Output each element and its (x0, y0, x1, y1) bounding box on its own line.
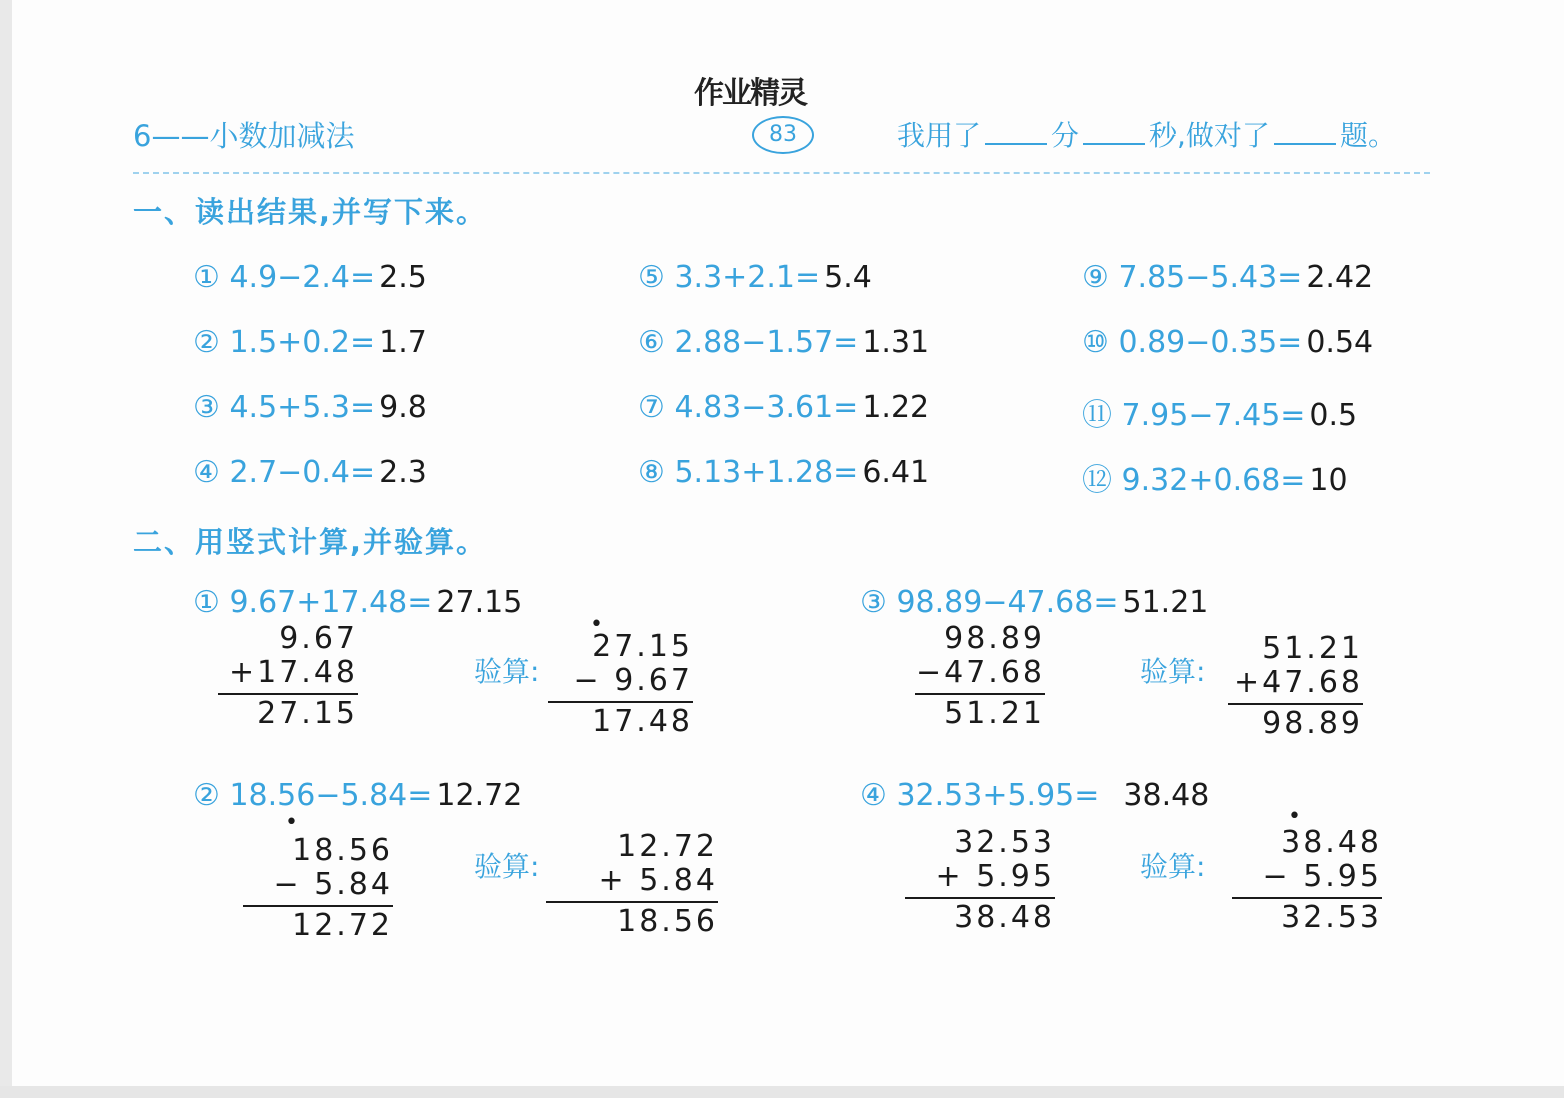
handwritten-answer: 38.48 (1123, 778, 1210, 813)
vertical-calculation (243, 834, 393, 943)
question-number: ② (193, 778, 220, 813)
check-rule (1232, 897, 1382, 899)
written-question (193, 778, 522, 813)
question-number: ③ (193, 390, 220, 425)
check-top: 38.48 (1281, 825, 1382, 860)
timer-label-1: 我用了 (897, 119, 982, 152)
check-label: 验算: (474, 850, 540, 883)
calc-top: 32.53 (954, 825, 1055, 860)
question-expression: 18.56−5.84= (229, 778, 433, 813)
seconds-blank (1083, 119, 1145, 145)
page-edge (0, 0, 12, 1098)
handwritten-answer: 5.4 (824, 260, 872, 295)
check-bottom: − 5.95 (1262, 859, 1382, 894)
question-number: ③ (860, 585, 887, 620)
handwritten-answer: 10 (1309, 463, 1348, 498)
check-result: 18.56 (617, 904, 718, 939)
check-calculation (1232, 826, 1382, 935)
timer-label-4: 题。 (1339, 119, 1396, 152)
question-expression: 98.89−47.68= (896, 585, 1119, 620)
oral-question (638, 325, 929, 360)
handwritten-answer: 12.72 (436, 778, 523, 813)
question-number: ⑦ (638, 390, 665, 425)
page-number: 83 (752, 116, 814, 154)
calc-top: 18.56 (292, 833, 393, 868)
question-expression: 4.5+5.3= (229, 390, 376, 425)
check-result: 98.89 (1262, 706, 1363, 741)
oral-question (193, 325, 427, 360)
question-expression: 5.13+1.28= (674, 455, 859, 490)
calc-bottom: − 5.84 (273, 867, 393, 902)
vertical-calculation (915, 622, 1045, 731)
check-rule (1228, 703, 1363, 705)
vertical-calculation (218, 622, 358, 731)
correct-count-blank (1274, 119, 1336, 145)
handwritten-answer: 27.15 (436, 585, 523, 620)
handwritten-answer: 6.41 (862, 455, 930, 490)
timer-label-3: 秒,做对了 (1149, 119, 1270, 152)
calc-bottom: + 5.95 (935, 859, 1055, 894)
handwritten-answer: 2.3 (379, 455, 427, 490)
calc-result: 51.21 (944, 696, 1045, 731)
check-calculation (546, 830, 718, 939)
check-result: 17.48 (592, 704, 693, 739)
question-number: ⑥ (638, 325, 665, 360)
handwritten-answer: 0.5 (1309, 398, 1358, 433)
oral-question (638, 455, 929, 490)
page-edge-bottom (0, 1086, 1564, 1098)
question-expression: 7.95−7.45= (1121, 398, 1306, 433)
oral-question (1082, 325, 1373, 360)
handwritten-answer: 2.5 (379, 260, 427, 295)
timer-label-2: 分 (1051, 119, 1080, 152)
question-number: ① (193, 585, 220, 620)
check-bottom: − 9.67 (573, 663, 693, 698)
question-number: ② (193, 325, 220, 360)
check-bottom: + 5.84 (598, 863, 718, 898)
oral-question (193, 260, 427, 295)
oral-question (193, 455, 427, 490)
question-expression: 32.53+5.95= (896, 778, 1100, 813)
calc-top: 98.89 (944, 621, 1045, 656)
check-rule (546, 901, 718, 903)
handwritten-answer: 9.8 (379, 390, 427, 425)
calc-result: 38.48 (954, 900, 1055, 935)
question-expression: 7.85−5.43= (1118, 260, 1303, 295)
calc-bottom: −47.68 (915, 655, 1045, 690)
question-number: ⑧ (638, 455, 665, 490)
check-label: 验算: (474, 655, 540, 688)
calc-bottom: +17.48 (228, 655, 358, 690)
check-top: 27.15 (592, 629, 693, 664)
stamp-text: 作业精灵 (694, 76, 806, 111)
calc-rule (243, 905, 393, 907)
written-question (860, 585, 1208, 620)
question-number: ① (193, 260, 220, 295)
calc-rule (915, 693, 1045, 695)
check-top: 12.72 (617, 829, 718, 864)
written-question (193, 585, 522, 620)
check-label: 验算: (1140, 850, 1206, 883)
check-bottom: +47.68 (1233, 665, 1363, 700)
section1-title: 一、读出结果,并写下来。 (133, 195, 488, 229)
oral-question (193, 390, 427, 425)
calc-rule (905, 897, 1055, 899)
question-number: ⑫ (1082, 463, 1112, 498)
question-expression: 9.67+17.48= (229, 585, 433, 620)
question-expression: 3.3+2.1= (674, 260, 821, 295)
borrow-dot: • (590, 612, 603, 637)
question-number: ④ (860, 778, 887, 813)
check-calculation (548, 630, 693, 739)
calc-rule (218, 693, 358, 695)
oral-question (1082, 390, 1357, 434)
question-number: ⑪ (1082, 398, 1112, 433)
calc-result: 12.72 (292, 908, 393, 943)
handwritten-answer: 1.22 (862, 390, 930, 425)
check-calculation (1228, 632, 1363, 741)
calc-result: 27.15 (257, 696, 358, 731)
section2-title: 二、用竖式计算,并验算。 (133, 525, 488, 559)
oral-question (638, 390, 929, 425)
oral-question (1082, 260, 1373, 295)
question-expression: 0.89−0.35= (1118, 325, 1303, 360)
check-top: 51.21 (1262, 631, 1363, 666)
borrow-dot: • (1288, 804, 1301, 829)
written-question (860, 778, 1209, 813)
handwritten-answer: 51.21 (1122, 585, 1209, 620)
check-rule (548, 701, 693, 703)
check-label: 验算: (1140, 655, 1206, 688)
question-expression: 2.88−1.57= (674, 325, 859, 360)
chapter-title: 6——小数加减法 (133, 119, 355, 153)
handwritten-answer: 1.31 (862, 325, 930, 360)
question-expression: 4.83−3.61= (674, 390, 859, 425)
check-result: 32.53 (1281, 900, 1382, 935)
question-number: ⑤ (638, 260, 665, 295)
borrow-dot: • (285, 810, 298, 835)
timer-line (897, 114, 1396, 154)
vertical-calculation (905, 826, 1055, 935)
calc-top: 9.67 (279, 621, 358, 656)
handwritten-answer: 2.42 (1306, 260, 1374, 295)
question-number: ④ (193, 455, 220, 490)
question-expression: 4.9−2.4= (229, 260, 376, 295)
question-expression: 9.32+0.68= (1121, 463, 1306, 498)
handwritten-answer: 1.7 (379, 325, 427, 360)
minutes-blank (985, 119, 1047, 145)
question-number: ⑩ (1082, 325, 1109, 360)
question-expression: 1.5+0.2= (229, 325, 376, 360)
oral-question (638, 260, 872, 295)
question-number: ⑨ (1082, 260, 1109, 295)
question-expression: 2.7−0.4= (229, 455, 376, 490)
oral-question (1082, 455, 1348, 499)
header-divider (133, 172, 1430, 174)
handwritten-answer: 0.54 (1306, 325, 1374, 360)
